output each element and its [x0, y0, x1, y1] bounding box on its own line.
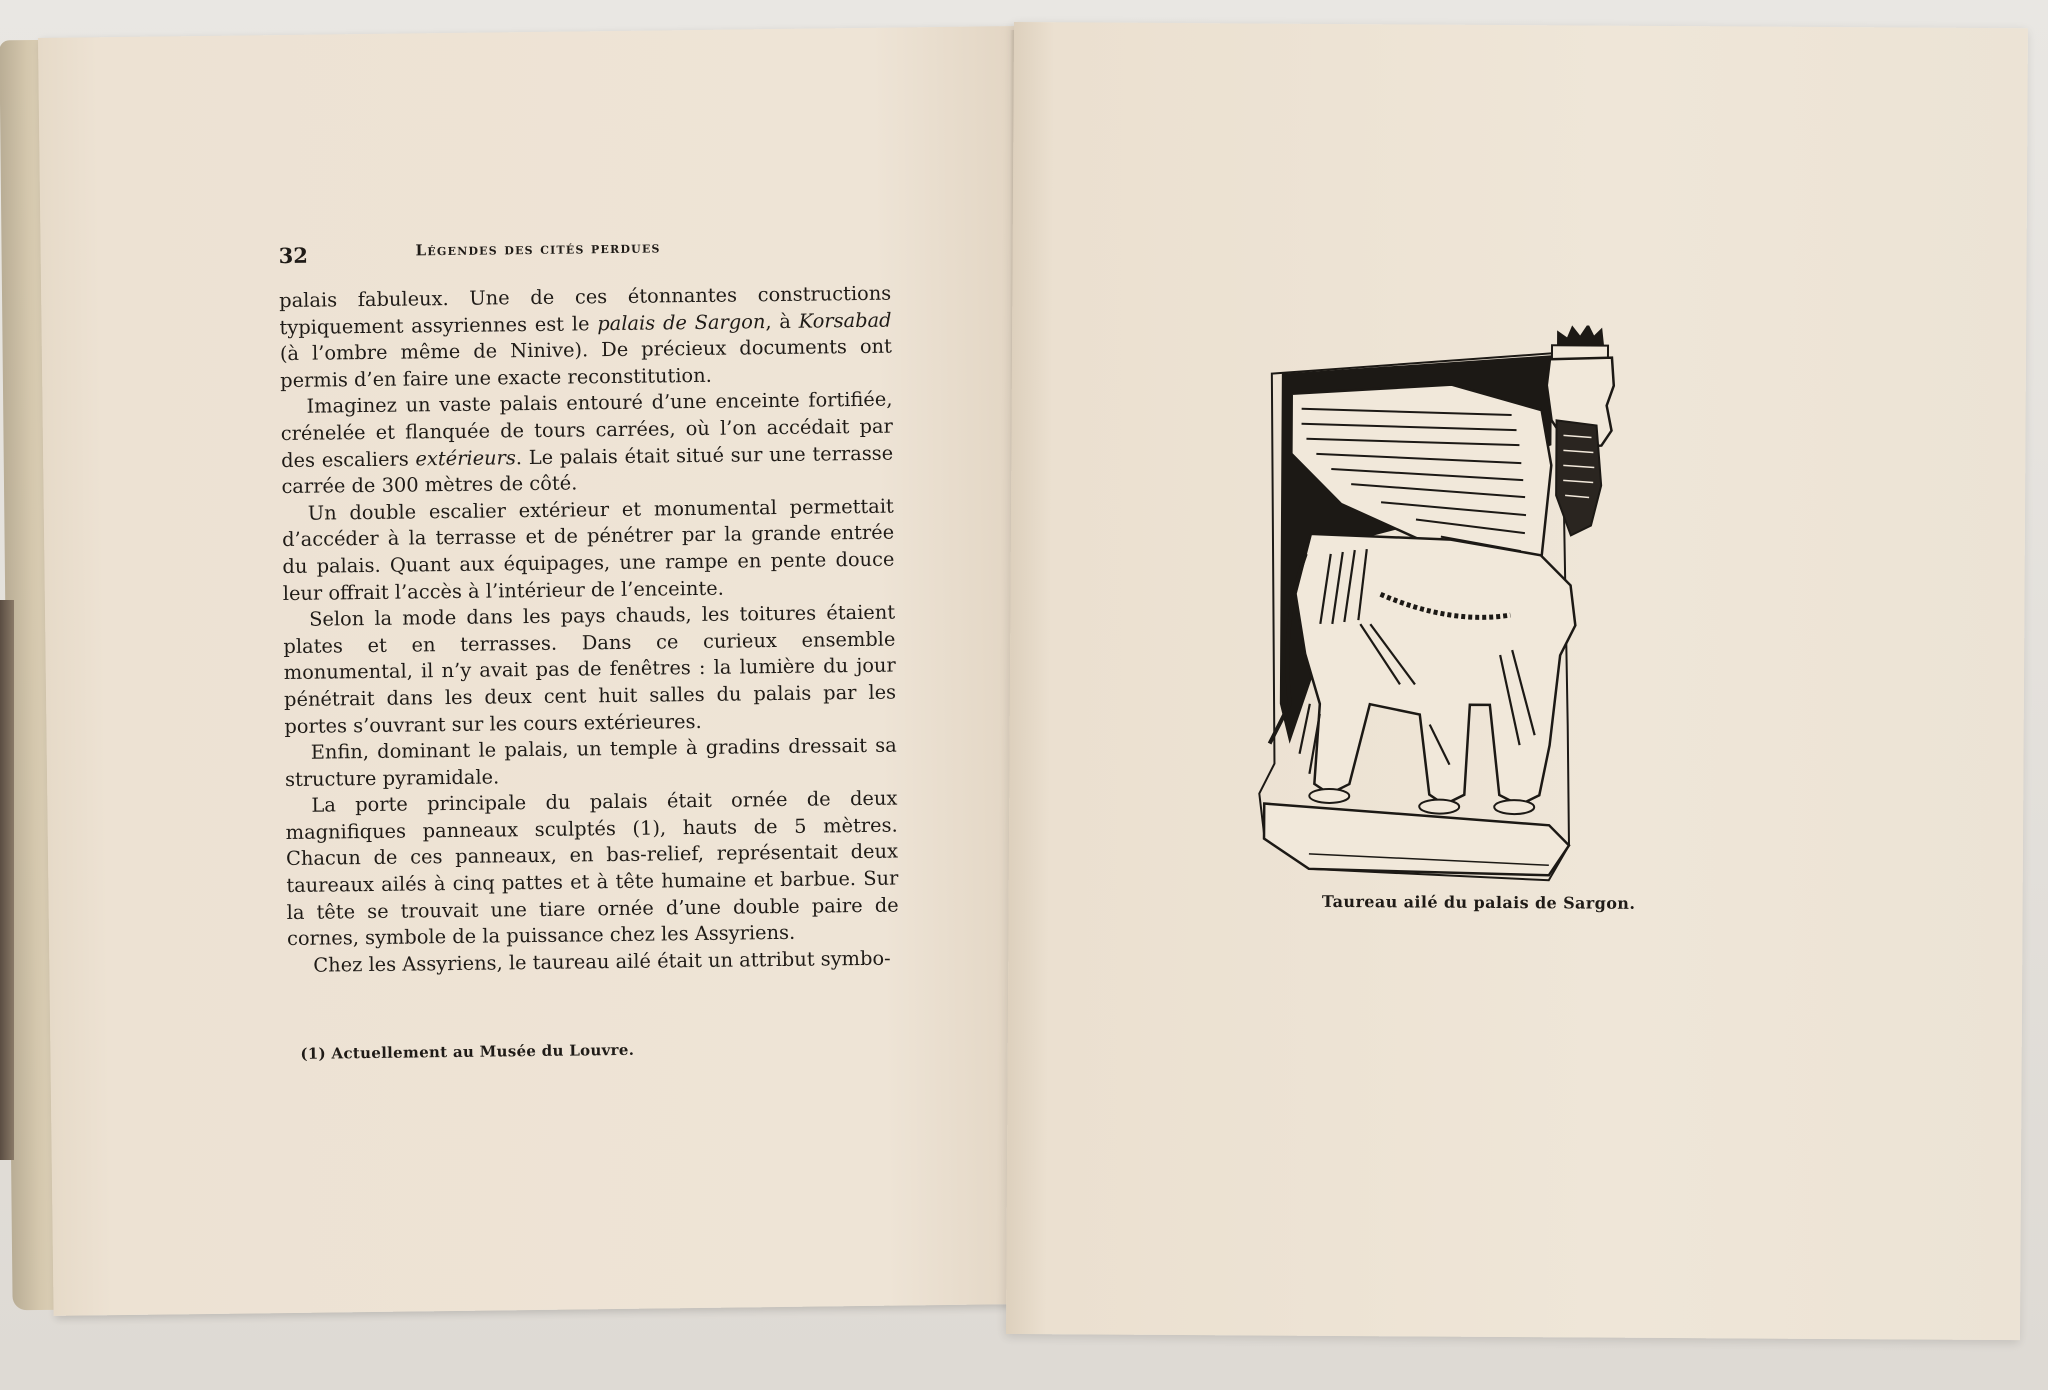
text-run: , à — [765, 309, 799, 333]
paragraph — [279, 281, 892, 395]
text-run: Chez les Assyriens, le taureau ailé était un attribut symbo- — [313, 946, 891, 977]
body-text — [279, 281, 899, 980]
bull-body — [1294, 534, 1576, 806]
text-run: La porte principale du palais était ornée de deux magnifiques panneaux sculptés (1), hauts de 5 mètres. Chacun de ces panneaux, en bas-relief, représentait deux taureaux ailés à cinq pattes et à tête humaine et barbue. Sur la tête se trouvait une tiare ornée d’une double paire de cornes, symbole de la puissance chez les Assyriens. — [285, 786, 899, 951]
italic-text: palais de Sargon — [597, 309, 766, 335]
text-run: Enfin, dominant le palais, un temple à gradins dressait sa structure pyramidale. — [284, 733, 897, 791]
text-run: (à l’ombre même de Ninive). De précieux documents ont permis d’en faire une exacte reconstitution. — [279, 334, 892, 392]
text-run: Un double escalier extérieur et monumental permettait d’accéder à la terrasse et de pénétrer par la grande entrée du palais. Quant aux équipages, une rampe en pente douce leur offrait l’accès à l’intérieur de l’enceinte. — [282, 494, 895, 605]
book-cover-edge — [0, 600, 14, 1160]
page-header — [279, 235, 939, 268]
running-title: Légendes des cités perdues — [415, 238, 661, 260]
paragraph — [283, 600, 897, 740]
paragraph — [280, 387, 893, 501]
paragraph — [282, 493, 895, 607]
paragraph — [285, 786, 899, 953]
italic-text: extérieurs — [415, 445, 516, 470]
text-run: palais fabuleux. Une de ces étonnantes constructions typiquement assyriennes est le — [279, 281, 892, 339]
footnote: (1) Actuellement au Musée du Louvre. — [300, 1040, 635, 1063]
beard — [1556, 420, 1602, 535]
left-page — [38, 26, 1034, 1316]
text-run: Imaginez un vaste palais entouré d’une enceinte fortifiée, crénelée et flanquée de tours carrées, où l’on accédait par des escaliers — [280, 387, 893, 472]
paragraph — [285, 733, 898, 794]
winged-bull-illustration — [1249, 323, 1682, 886]
text-run: . Le palais était situé sur une terrasse carrée de 300 mètres de côté. — [281, 441, 894, 499]
right-page — [1006, 22, 2028, 1340]
italic-text: Korsabad — [798, 308, 892, 333]
tiara — [1557, 323, 1604, 345]
text-run: Selon la mode dans les pays chauds, les toitures étaient plates et en terrasses. Dans ce curieux ensemble monumental, il n’y avait pas de fenêtres : la lumière du jour pénétrait dans les deux cent huit salles du palais par les portes s’ouvrant sur les cours extérieures. — [283, 600, 897, 738]
illustration-caption: Taureau ailé du palais de Sargon. — [1321, 891, 1636, 913]
page-number: 32 — [278, 242, 309, 269]
